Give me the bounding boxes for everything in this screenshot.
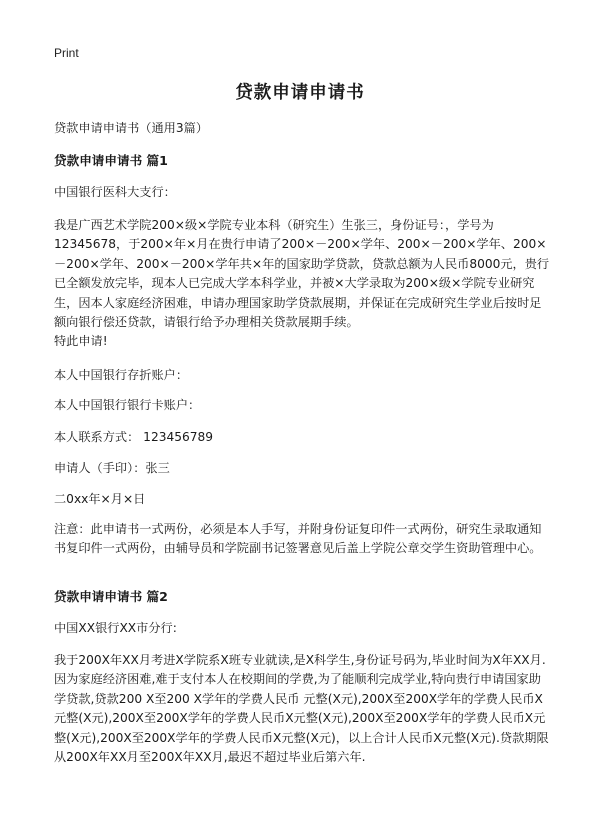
section1-body: 我是广西艺术学院200×级×学院专业本科（研究生）生张三，身份证号：，学号为12345678，于200×年×月在贵行申请了200×－200×学年、200×－200×学年、200×－200×学年、200×－200×学年共×年的国家助学贷款，贷款总额为人民币8000元，贵行已全额发放完毕，现本人已完成大学本科学业，并被×大学录取为200×级×学院专业研究生，因本人家庭经济困难，申请办理国家助学贷款展期，并保证在完成研究生学业后按时足额向银行偿还贷款，请银行给予办理相关贷款展期手续。	[54, 218, 550, 330]
document-subtitle: 贷款申请申请书（通用3篇）	[54, 121, 209, 135]
section1-card-account: 本人中国银行银行卡账户：	[54, 398, 201, 412]
section1-note: 注意：此申请书一式两份，必须是本人手写，并附身份证复印件一式两份，研究生录取通知书复印件一式两份，由辅导员和学院副书记签署意见后盖上学院公章交学生资助管理中心。	[54, 522, 542, 556]
section1-contact: 本人联系方式： 123456789	[54, 430, 213, 444]
section1-date: 二0xx年×月×日	[54, 492, 146, 506]
section1-applicant: 申请人（手印）：张三	[54, 461, 170, 475]
section2-body: 我于200X年XX月考进X学院系X班专业就读,是X科学生,身份证号码为,毕业时间为X年XX月.因为家庭经济困难,难于支付本人在校期间的学费,为了能顺利完成学业,特向贵行申请国家助学贷款,贷款200 X至200 X学年的学费人民币 元整(X元),200X至200X学年的学费人民币X元整(X元),200X至200X学年的学费人民币X元整(X元),200X至200X学年的学费人民币X元整(X元),200X至200X学年的学费人民币X元整(X元)，以上合计人民币X元整(X元).贷款期限从200X年XX月至200X年XX月,最迟不超过毕业后第六年.	[54, 653, 549, 765]
print-label: Print	[54, 46, 79, 60]
section1-closing: 特此申请!	[54, 334, 108, 348]
section2-heading: 贷款申请申请书 篇2	[54, 589, 168, 604]
section1-heading: 贷款申请申请书 篇1	[54, 153, 168, 168]
page-title: 贷款申请申请书	[235, 83, 365, 103]
section1-passbook-account: 本人中国银行存折账户：	[54, 368, 189, 382]
section1-addressee: 中国银行医科大支行：	[54, 185, 176, 199]
section2-addressee: 中国XX银行XX市分行:	[54, 621, 177, 635]
